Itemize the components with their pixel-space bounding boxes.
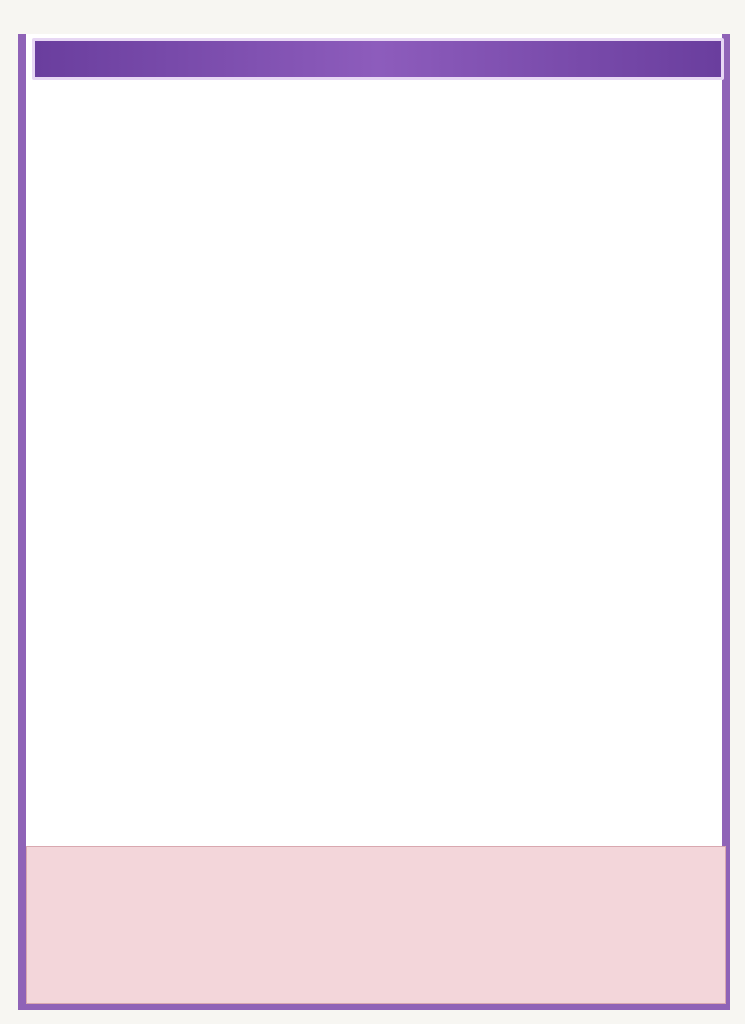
title-banner — [32, 38, 724, 80]
section-4-box — [26, 846, 726, 1004]
section-3-heading — [34, 756, 724, 778]
section-2-heading — [34, 608, 724, 630]
section-4-heading — [34, 876, 724, 898]
table-header — [34, 82, 724, 96]
